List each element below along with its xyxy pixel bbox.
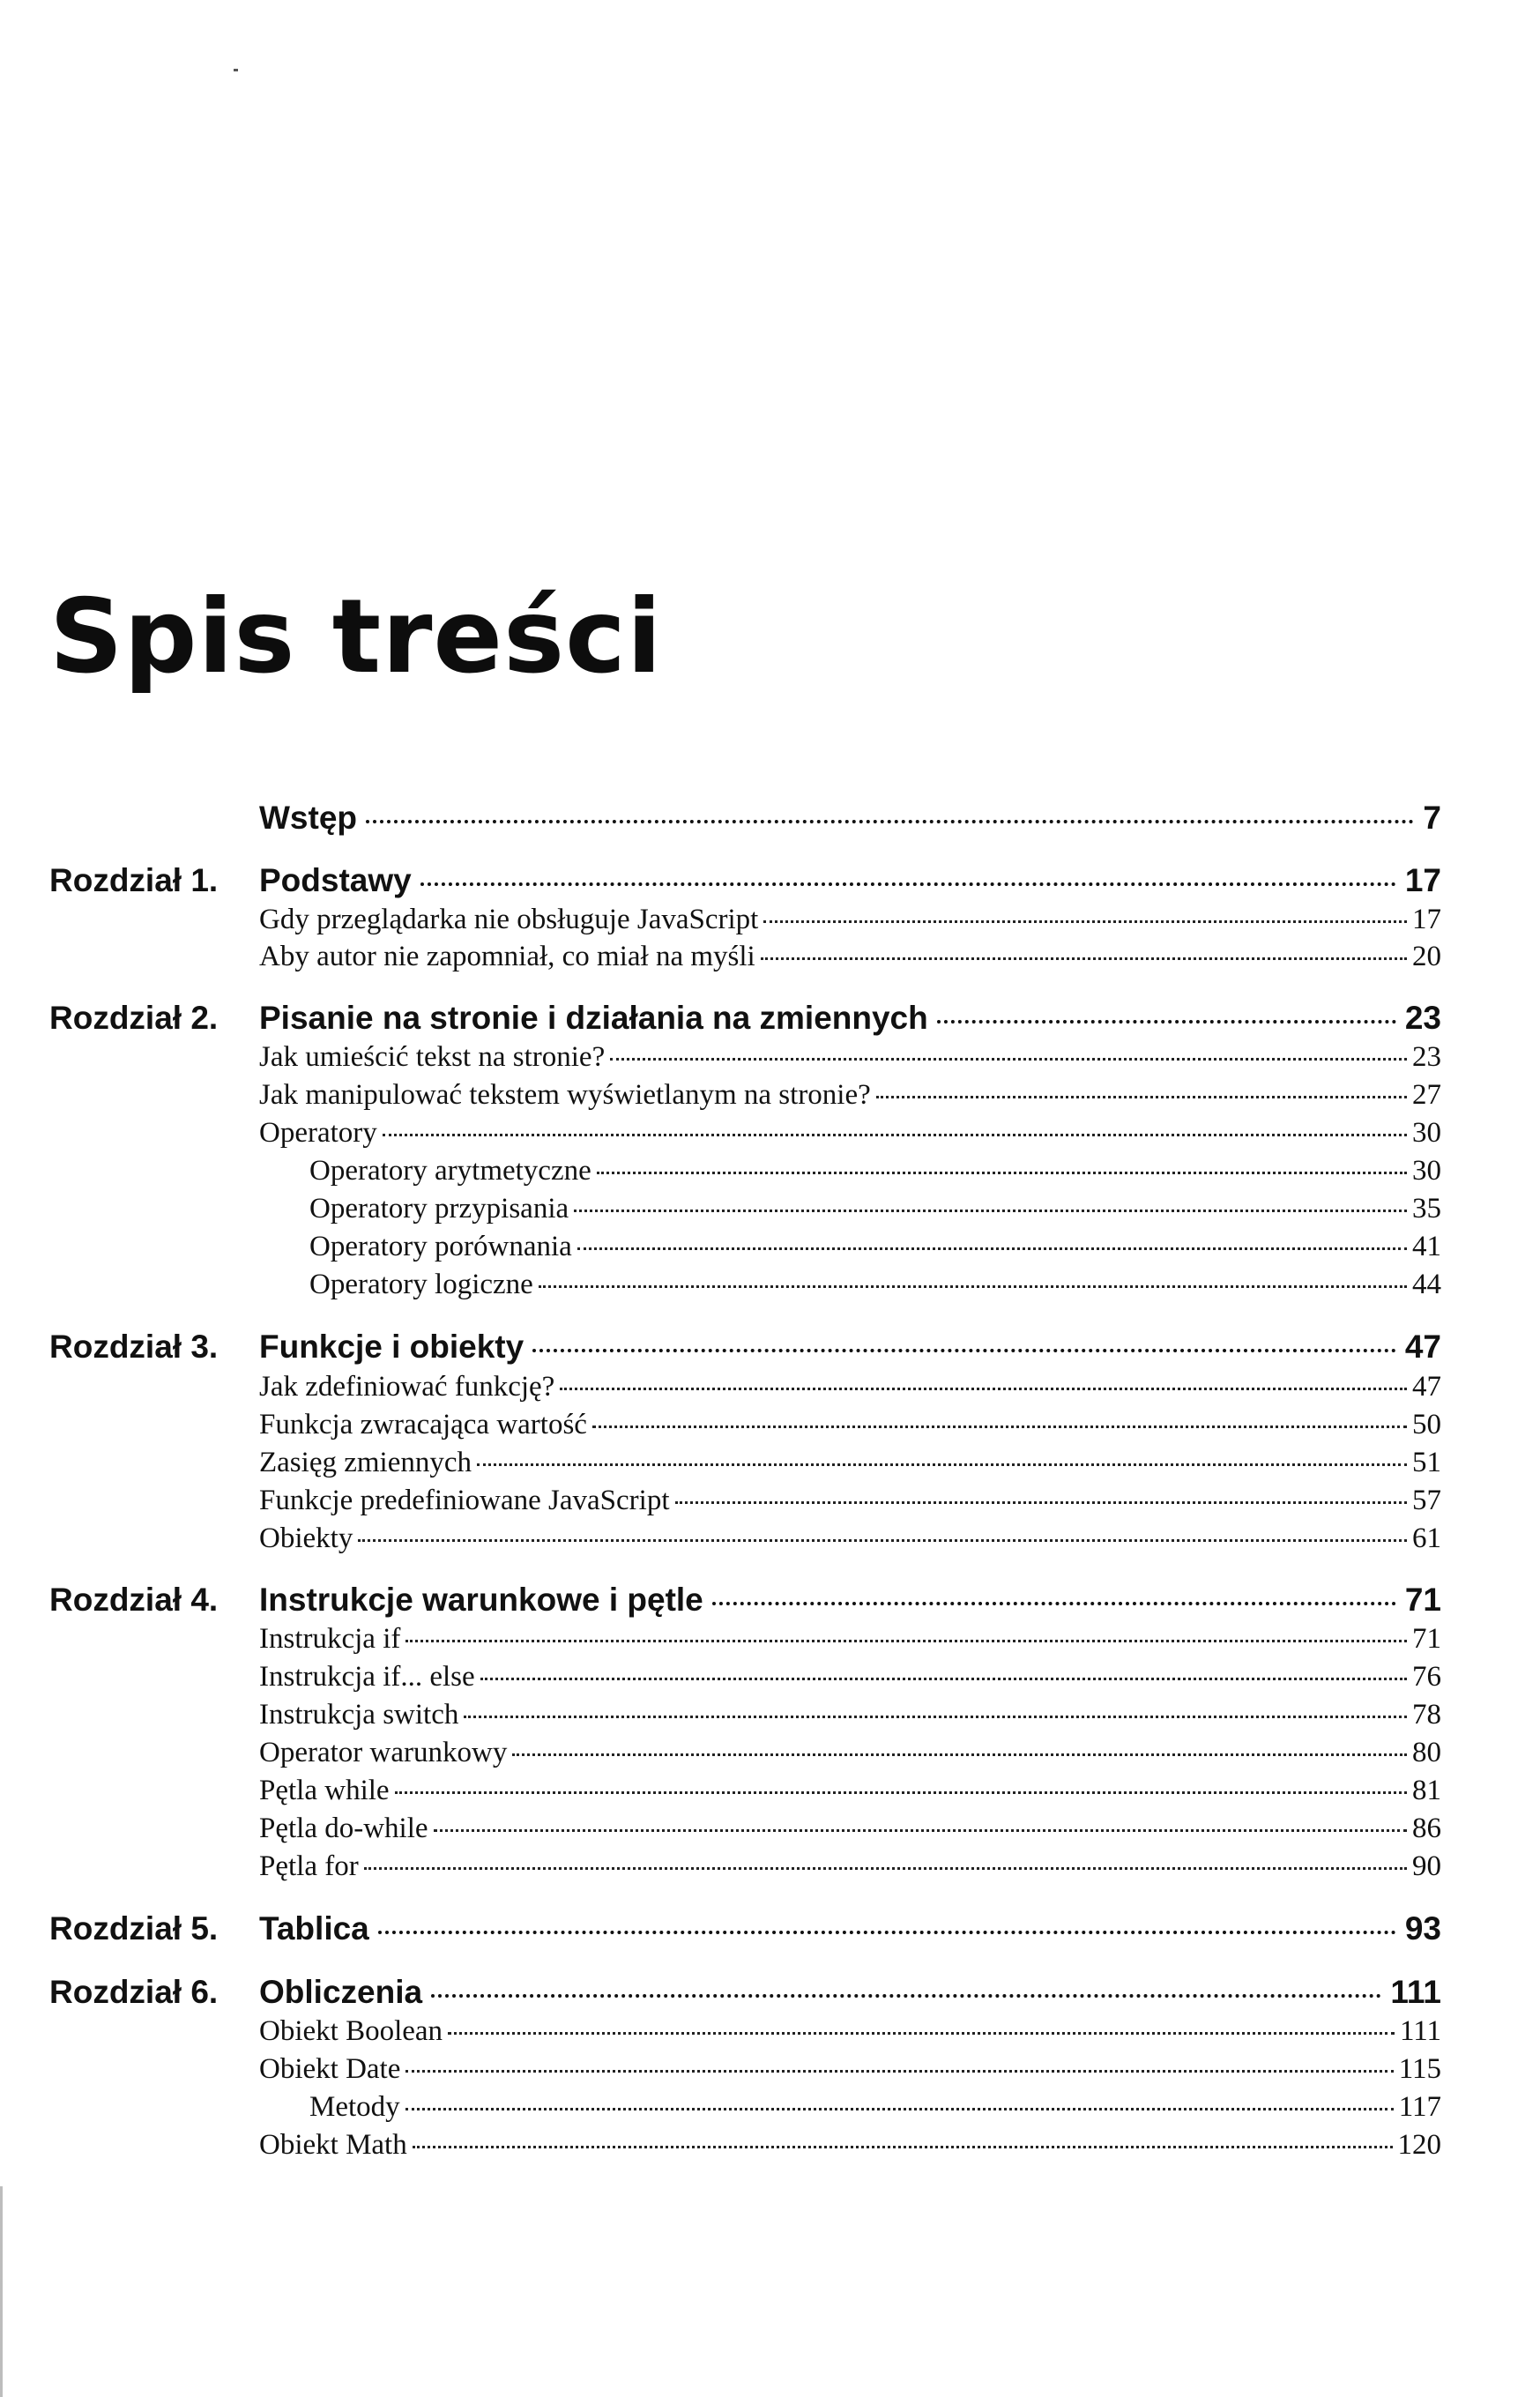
dot-leader bbox=[448, 2032, 1395, 2035]
dot-leader bbox=[512, 1753, 1407, 1756]
dot-leader bbox=[395, 1791, 1407, 1794]
chapter-heading[interactable] bbox=[259, 860, 1441, 902]
toc-section[interactable] bbox=[259, 1658, 1441, 1695]
section-title: Aby autor nie zapomniał, co miał na myśli bbox=[259, 941, 755, 972]
section-page: 90 bbox=[1412, 1850, 1441, 1882]
section-page: 30 bbox=[1412, 1117, 1441, 1149]
chapter-page: 47 bbox=[1404, 1329, 1441, 1365]
section-title: Pętla while bbox=[259, 1775, 390, 1806]
chapter-heading[interactable] bbox=[259, 1579, 1441, 1621]
toc-section[interactable] bbox=[259, 1772, 1441, 1809]
toc-section[interactable] bbox=[259, 2013, 1441, 2050]
chapter-label: Rozdział 1. bbox=[49, 862, 219, 898]
toc-entry-page: 7 bbox=[1423, 800, 1441, 836]
section-page: 80 bbox=[1412, 1737, 1441, 1768]
section-title: Instrukcja if bbox=[259, 1623, 401, 1655]
dot-leader bbox=[431, 1994, 1381, 1998]
section-page: 17 bbox=[1412, 904, 1441, 935]
toc-section[interactable] bbox=[259, 1406, 1441, 1443]
toc-section[interactable] bbox=[259, 1810, 1441, 1847]
toc-section[interactable] bbox=[259, 1848, 1441, 1885]
chapter-page: 17 bbox=[1404, 862, 1441, 898]
chapter-label: Rozdział 4. bbox=[49, 1582, 219, 1618]
dot-leader bbox=[577, 1247, 1407, 1250]
dot-leader bbox=[763, 920, 1407, 923]
dot-leader bbox=[464, 1716, 1407, 1718]
section-title: Jak umieścić tekst na stronie? bbox=[259, 1041, 606, 1073]
dot-leader bbox=[366, 820, 1414, 823]
section-page: 117 bbox=[1398, 2091, 1441, 2123]
toc-section[interactable] bbox=[259, 1620, 1441, 1657]
page-title: Spis treści bbox=[49, 577, 663, 696]
toc-subsection[interactable] bbox=[309, 1266, 1441, 1303]
section-title: Operatory bbox=[259, 1117, 377, 1149]
scan-edge-line bbox=[0, 2186, 3, 2397]
section-title: Operatory logiczne bbox=[309, 1269, 533, 1300]
toc-subsection[interactable] bbox=[309, 1228, 1441, 1265]
section-title: Obiekt Date bbox=[259, 2053, 401, 2085]
section-title: Funkcja zwracająca wartość bbox=[259, 1409, 587, 1440]
chapter-page: 111 bbox=[1390, 1974, 1441, 2010]
section-title: Obiekty bbox=[259, 1522, 353, 1554]
dot-leader bbox=[405, 2070, 1393, 2073]
section-page: 120 bbox=[1397, 2129, 1441, 2161]
section-page: 27 bbox=[1412, 1079, 1441, 1111]
section-title: Operator warunkowy bbox=[259, 1737, 508, 1768]
section-page: 35 bbox=[1412, 1193, 1441, 1225]
dot-leader bbox=[420, 882, 1396, 886]
section-page: 51 bbox=[1412, 1447, 1441, 1478]
toc-section[interactable] bbox=[259, 1482, 1441, 1519]
toc-section[interactable] bbox=[259, 901, 1441, 938]
toc-section[interactable] bbox=[259, 1038, 1441, 1076]
section-title: Metody bbox=[309, 2091, 400, 2123]
toc-section[interactable] bbox=[259, 1520, 1441, 1557]
chapter-label: Rozdział 5. bbox=[49, 1910, 219, 1947]
section-title: Instrukcja switch bbox=[259, 1699, 459, 1731]
section-title: Funkcje predefiniowane JavaScript bbox=[259, 1485, 670, 1516]
section-page: 44 bbox=[1412, 1269, 1441, 1300]
dot-leader bbox=[592, 1426, 1407, 1428]
chapter-page: 23 bbox=[1404, 1000, 1441, 1036]
section-page: 81 bbox=[1412, 1775, 1441, 1806]
dot-leader bbox=[937, 1020, 1396, 1024]
chapter-heading[interactable] bbox=[259, 1326, 1441, 1368]
section-title: Zasięg zmiennych bbox=[259, 1447, 472, 1478]
section-page: 47 bbox=[1412, 1371, 1441, 1403]
toc-entry-intro[interactable] bbox=[259, 797, 1441, 839]
section-title: Pętla for bbox=[259, 1850, 359, 1882]
dot-leader bbox=[560, 1388, 1407, 1390]
toc-section[interactable] bbox=[259, 1734, 1441, 1771]
dot-leader bbox=[405, 1640, 1407, 1642]
dot-leader bbox=[761, 957, 1407, 960]
chapter-title: Pisanie na stronie i działania na zmiennych bbox=[259, 1000, 928, 1036]
section-title: Operatory arytmetyczne bbox=[309, 1155, 591, 1187]
dot-leader bbox=[675, 1501, 1407, 1504]
dot-leader bbox=[597, 1172, 1407, 1174]
dot-leader bbox=[378, 1931, 1396, 1934]
toc-section[interactable] bbox=[259, 1368, 1441, 1405]
chapter-label: Rozdział 6. bbox=[49, 1974, 219, 2010]
dot-leader bbox=[539, 1285, 1407, 1288]
chapter-heading[interactable] bbox=[259, 1908, 1441, 1950]
section-page: 115 bbox=[1398, 2053, 1441, 2085]
section-page: 86 bbox=[1412, 1813, 1441, 1844]
section-page: 78 bbox=[1412, 1699, 1441, 1731]
chapter-title: Podstawy bbox=[259, 862, 412, 898]
dot-leader bbox=[358, 1539, 1407, 1542]
chapter-title: Tablica bbox=[259, 1910, 369, 1947]
section-title: Pętla do-while bbox=[259, 1813, 428, 1844]
toc-subsection[interactable] bbox=[309, 1152, 1441, 1189]
toc-entry-title: Wstęp bbox=[259, 800, 357, 836]
chapter-label: Rozdział 2. bbox=[49, 1000, 219, 1036]
dot-leader bbox=[364, 1867, 1407, 1870]
dot-leader bbox=[610, 1058, 1407, 1061]
toc-section[interactable] bbox=[259, 1076, 1441, 1113]
chapter-title: Instrukcje warunkowe i pętle bbox=[259, 1582, 703, 1618]
toc-section[interactable] bbox=[259, 1444, 1441, 1481]
dot-leader bbox=[434, 1829, 1407, 1832]
section-page: 30 bbox=[1412, 1155, 1441, 1187]
toc-section[interactable] bbox=[259, 938, 1441, 975]
toc-section[interactable] bbox=[259, 2126, 1441, 2163]
section-title: Operatory porównania bbox=[309, 1231, 572, 1262]
section-page: 111 bbox=[1399, 2015, 1441, 2047]
scan-speck bbox=[234, 69, 238, 71]
section-title: Instrukcja if... else bbox=[259, 1661, 475, 1693]
chapter-page: 71 bbox=[1404, 1582, 1441, 1618]
chapter-heading[interactable] bbox=[259, 997, 1441, 1039]
toc-section[interactable] bbox=[259, 2051, 1441, 2088]
section-title: Obiekt Math bbox=[259, 2129, 407, 2161]
toc-section[interactable] bbox=[259, 1114, 1441, 1151]
section-page: 57 bbox=[1412, 1485, 1441, 1516]
dot-leader bbox=[876, 1096, 1407, 1098]
section-page: 50 bbox=[1412, 1409, 1441, 1440]
toc-subsection[interactable] bbox=[309, 2088, 1441, 2125]
chapter-heading[interactable] bbox=[259, 1971, 1441, 2014]
section-page: 76 bbox=[1412, 1661, 1441, 1693]
dot-leader bbox=[574, 1210, 1407, 1212]
chapter-page: 93 bbox=[1404, 1910, 1441, 1947]
section-title: Operatory przypisania bbox=[309, 1193, 569, 1225]
section-page: 41 bbox=[1412, 1231, 1441, 1262]
section-title: Jak zdefiniować funkcję? bbox=[259, 1371, 555, 1403]
dot-leader bbox=[712, 1602, 1396, 1605]
dot-leader bbox=[480, 1678, 1407, 1680]
section-title: Gdy przeglądarka nie obsługuje JavaScript bbox=[259, 904, 759, 935]
dot-leader bbox=[477, 1463, 1407, 1466]
toc-subsection[interactable] bbox=[309, 1190, 1441, 1227]
section-page: 71 bbox=[1412, 1623, 1441, 1655]
section-page: 23 bbox=[1412, 1041, 1441, 1073]
section-page: 20 bbox=[1412, 941, 1441, 972]
chapter-label: Rozdział 3. bbox=[49, 1329, 219, 1365]
dot-leader bbox=[413, 2146, 1393, 2148]
dot-leader bbox=[383, 1134, 1407, 1136]
chapter-title: Funkcje i obiekty bbox=[259, 1329, 524, 1365]
toc-section[interactable] bbox=[259, 1696, 1441, 1733]
dot-leader bbox=[405, 2108, 1394, 2110]
section-title: Jak manipulować tekstem wyświetlanym na stronie? bbox=[259, 1079, 871, 1111]
dot-leader bbox=[532, 1349, 1396, 1352]
section-page: 61 bbox=[1412, 1522, 1441, 1554]
section-title: Obiekt Boolean bbox=[259, 2015, 443, 2047]
chapter-title: Obliczenia bbox=[259, 1974, 423, 2010]
